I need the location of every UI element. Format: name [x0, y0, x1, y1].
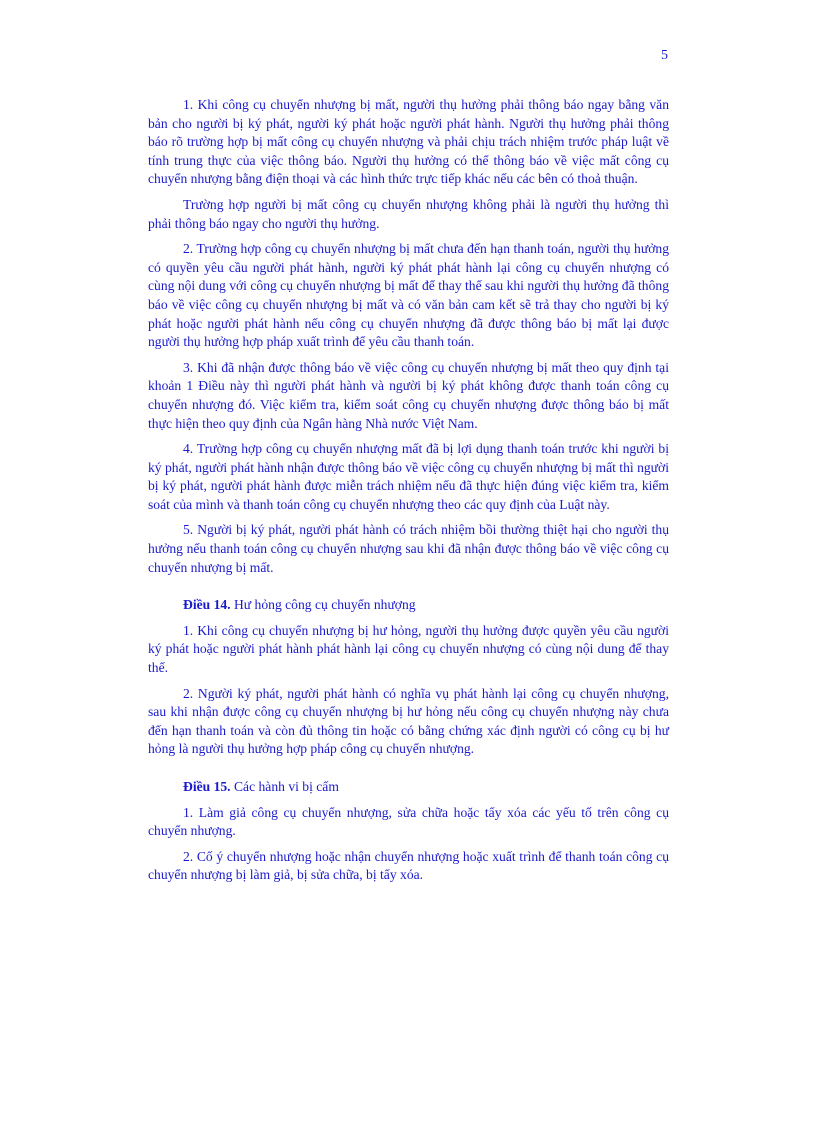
page-number: 5	[661, 48, 668, 63]
article-14-title: Hư hỏng công cụ chuyển nhượng	[230, 597, 416, 613]
paragraph-compensation: 5. Người bị ký phát, người phát hành có trách nhiệm bồi thường thiệt hại cho người thụ hưởng nếu thanh toán công cụ chuyển nhượng sau khi đã nhận được thông báo về việc công cụ chuyển nhượng bị mất.	[148, 522, 669, 575]
article-14-paragraph-2: 2. Người ký phát, người phát hành có nghĩa vụ phát hành lại công cụ chuyển nhượng, sau khi nhận được công cụ chuyển nhượng bị hư hỏng nếu công cụ chuyển nhượng này chưa đến hạn thanh toán và còn đủ thông tin hoặc có bằng chứng xác định người có công cụ bị hư hỏng là người thụ hưởng hợp pháp công cụ chuyển nhượng.	[148, 685, 669, 757]
article-15-paragraph-1: 1. Làm giả công cụ chuyển nhượng, sửa chữa hoặc tẩy xóa các yếu tố trên công cụ chuyển nhượng.	[148, 804, 669, 839]
paragraph-reissue-before-due: 2. Trường hợp công cụ chuyển nhượng bị mất chưa đến hạn thanh toán, người thụ hưởng có quyền yêu cầu người phát hành, người ký phát phát hành lại công cụ chuyển nhượng có cùng nội dung với công cụ chuyển nhượng bị mất để thay thế sau khi người thụ hưởng đã thông báo về việc công cụ chuyển nhượng bị mất và có văn bản cam kết sẽ trả thay cho người bị ký phát hoặc người phát hành nếu công cụ chuyển nhượng đã được thông báo bị mất lại được người thụ hưởng hợp pháp xuất trình để yêu cầu thanh toán.	[148, 241, 669, 350]
article-14-number: Điều 14.	[183, 597, 231, 613]
article-15-paragraph-2: 2. Cố ý chuyển nhượng hoặc nhận chuyển nhượng hoặc xuất trình để thanh toán công cụ chuyển nhượng bị làm giả, bị sửa chữa, bị tẩy xóa.	[148, 848, 669, 883]
paragraph-lost-notice: 1. Khi công cụ chuyển nhượng bị mất, người thụ hưởng phải thông báo ngay bằng văn bản cho người bị ký phát, người ký phát hoặc người phát hành. Người thụ hưởng phải thông báo rõ trường hợp bị mất công cụ chuyển nhượng và phải chịu trách nhiệm trước pháp luật về tính trung thực của việc thông báo. Người thụ hưởng có thể thông báo về việc mất công cụ chuyển nhượng bằng điện thoại và các hình thức trực tiếp khác nếu các bên có thoả thuận.	[148, 97, 669, 187]
article-14	[148, 596, 669, 759]
paragraph-non-beneficiary-loss: Trường hợp người bị mất công cụ chuyển nhượng không phải là người thụ hưởng thì phải thông báo ngay cho người thụ hưởng.	[148, 196, 669, 231]
document-body	[148, 96, 669, 892]
article-15-number: Điều 15.	[183, 779, 231, 794]
article-15-heading	[148, 778, 669, 797]
article-15	[148, 778, 669, 885]
article-14-paragraph-1: 1. Khi công cụ chuyển nhượng bị hư hỏng, người thụ hưởng được quyền yêu cầu người ký phát hoặc người phát hành phát hành lại công cụ chuyển nhượng có cùng nội dung để thay thế.	[148, 622, 669, 676]
paragraph-no-payment-after-notice: 3. Khi đã nhận được thông báo về việc công cụ chuyển nhượng bị mất theo quy định tại khoản 1 Điều này thì người phát hành và người bị ký phát không được thanh toán công cụ chuyển nhượng đó. Việc kiểm tra, kiểm soát công cụ chuyển nhượng được thông báo bị mất thực hiện theo quy định của Ngân hàng Nhà nước Việt Nam.	[148, 359, 669, 431]
paragraph-exemption: 4. Trường hợp công cụ chuyển nhượng mất đã bị lợi dụng thanh toán trước khi người bị ký phát, người phát hành nhận được thông báo về việc công cụ chuyển nhượng bị mất thì người bị ký phát, người phát hành được miễn trách nhiệm nếu đã thực hiện đúng việc kiểm tra, kiểm soát của mình và thanh toán công cụ chuyển nhượng theo các quy định của Luật này.	[148, 441, 669, 512]
article-15-title: Các hành vi bị cấm	[230, 779, 339, 794]
article-14-heading	[148, 596, 669, 615]
